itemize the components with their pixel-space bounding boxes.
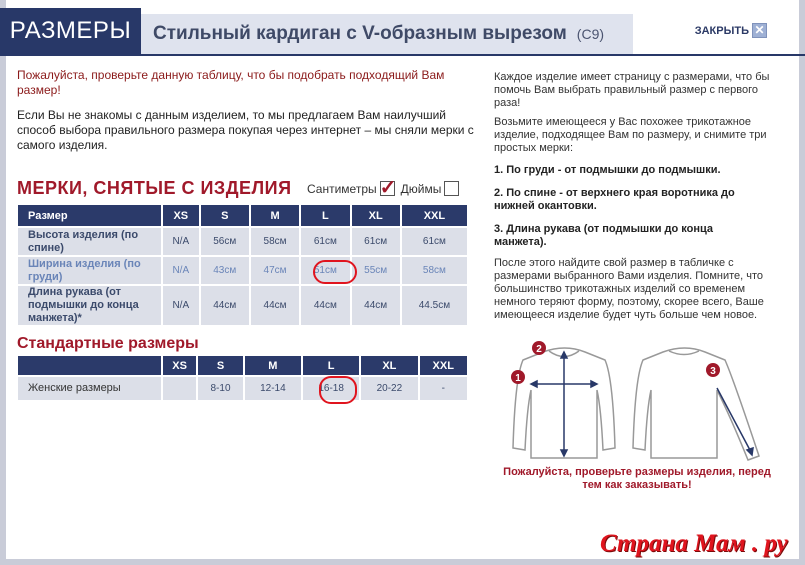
help-paragraph-3: После этого найдите свой размер в табличке с размерами выбранного Вами изделия. Помните, что большинство трикотажных изделий со временем немного теряют форму, поэтому, скорее всего, Ваше имеющееся изделие будет чуть больше чем новое.	[494, 257, 764, 321]
table-row	[17, 256, 468, 285]
unit-in-checkbox[interactable]	[444, 181, 459, 196]
order-warning: Пожалуйста, проверьте размеры изделия, перед тем как заказывать!	[503, 466, 771, 491]
header-cell: XS	[162, 204, 200, 227]
table-cell: 58см	[250, 227, 300, 256]
highlight-circle-size-l	[319, 376, 357, 404]
table-cell: 56см	[200, 227, 250, 256]
header	[0, 0, 805, 60]
table-cell: 61см	[351, 227, 401, 256]
table-header-row	[17, 355, 468, 376]
header-cell: L	[300, 204, 350, 227]
help-step-3: 3. Длина рукава (от подмышки до конца манжета).	[494, 223, 714, 248]
header-cell: XL	[351, 204, 401, 227]
table-cell: 8-10	[197, 376, 244, 401]
marker-3-icon	[706, 363, 720, 377]
unit-cm-label: Сантиметры	[307, 181, 377, 196]
help-paragraph-1: Каждое изделие имеет страницу с размерами, что бы помочь Вам выбрать правильный размер с первого раза!	[494, 71, 770, 109]
header-cell: XXL	[401, 204, 468, 227]
help-paragraph-2: Возьмите имеющееся у Вас похожее трикотажное изделие, подходящее Вам по размеру, и снимите три простых мерки:	[494, 116, 767, 154]
row-label: Длина рукава (от подмышки до конца манжета)*	[17, 285, 162, 326]
header-cell: S	[200, 204, 250, 227]
header-cell: M	[250, 204, 300, 227]
help-step-2: 2. По спине - от верхнего края воротника до нижней окантовки.	[494, 187, 735, 212]
measurements-table	[16, 203, 469, 327]
table-cell: N/A	[162, 227, 200, 256]
svg-text:1: 1	[515, 373, 521, 384]
marker-1-icon	[511, 370, 525, 384]
header-cell: Размер	[17, 204, 162, 227]
standard-sizes-title: Стандартные размеры	[17, 335, 199, 352]
table-cell: 44см	[200, 285, 250, 326]
highlight-circle-chest-l	[313, 260, 357, 284]
header-cell: S	[197, 355, 244, 376]
header-divider	[0, 54, 805, 56]
table-row	[17, 227, 468, 256]
table-cell: 51см	[300, 256, 350, 285]
close-x-icon[interactable]: ✕	[752, 23, 767, 38]
header-cell: M	[244, 355, 302, 376]
table-cell: 55см	[351, 256, 401, 285]
product-title-bar	[141, 14, 633, 54]
intro-text: Если Вы не знакомы с данным изделием, то мы предлагаем Вам наилучший способ выбора правильного размера покупая через интернет – мы сняли мерки с самого изделия.	[17, 108, 474, 152]
table-cell: N/A	[162, 256, 200, 285]
help-step-1: 1. По груди - от подмышки до подмышки.	[494, 164, 721, 176]
table-cell: 58см	[401, 256, 468, 285]
table-cell: N/A	[162, 285, 200, 326]
unit-toggle	[307, 181, 465, 196]
table-cell: 47см	[250, 256, 300, 285]
row-label: Женские размеры	[17, 376, 162, 401]
svg-text:3: 3	[710, 366, 716, 377]
product-title: Стильный кардиган с V-образным вырезом	[153, 23, 567, 44]
section-title: РАЗМЕРЫ	[0, 8, 141, 54]
table-cell: 16-18	[302, 376, 360, 401]
row-label: Ширина изделия (по груди)	[17, 256, 162, 285]
table-row	[17, 376, 468, 401]
sweater-diagram	[505, 338, 775, 466]
close-area[interactable]	[641, 8, 805, 54]
intro-warning: Пожалуйста, проверьте данную таблицу, что бы подобрать подходящий Вам размер!	[17, 68, 445, 97]
close-label[interactable]: ЗАКРЫТЬ	[694, 25, 749, 37]
unit-in-label: Дюймы	[400, 181, 442, 196]
table-row	[17, 285, 468, 326]
table-cell: 12-14	[244, 376, 302, 401]
header-cell: XL	[360, 355, 418, 376]
table-cell: 44см	[351, 285, 401, 326]
table-cell: -	[419, 376, 469, 401]
table-cell: 61см	[401, 227, 468, 256]
table-cell: 20-22	[360, 376, 418, 401]
table-cell: 44см	[250, 285, 300, 326]
marker-2-icon	[532, 341, 546, 355]
table-cell: 43см	[200, 256, 250, 285]
product-code: (C9)	[576, 26, 605, 42]
table-cell: 44.5см	[401, 285, 468, 326]
header-cell: XXL	[419, 355, 469, 376]
standard-sizes-table	[16, 354, 469, 402]
measurements-title: МЕРКИ, СНЯТЫЕ С ИЗДЕЛИЯ	[17, 178, 292, 198]
unit-cm-checkbox[interactable]	[380, 181, 395, 196]
table-cell: 44см	[300, 285, 350, 326]
watermark-logo: Страна Мам . ру	[600, 530, 788, 557]
table-cell	[162, 376, 197, 401]
sweater-back-icon	[633, 348, 759, 460]
row-label: Высота изделия (по спине)	[17, 227, 162, 256]
header-cell: L	[302, 355, 360, 376]
table-header-row	[17, 204, 468, 227]
header-cell: XS	[162, 355, 197, 376]
svg-text:2: 2	[536, 344, 542, 355]
table-cell: 61см	[300, 227, 350, 256]
header-cell	[17, 355, 162, 376]
